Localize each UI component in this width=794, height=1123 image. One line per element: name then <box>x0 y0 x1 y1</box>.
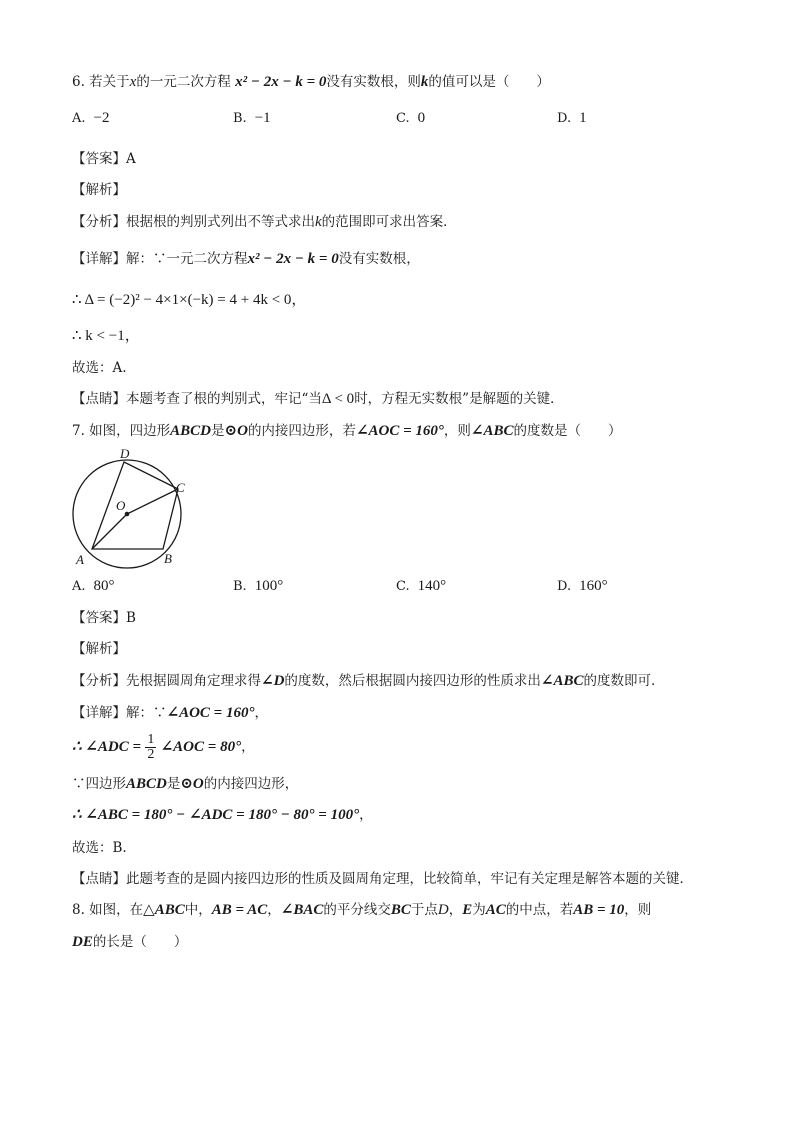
q7-stem: 7. 如图，四边形ABCD是⊙O的内接四边形，若∠AOC = 160°，则∠ABC的度数是（ ） <box>72 423 622 439</box>
label-o: O <box>116 498 126 513</box>
label-a: A <box>76 552 84 567</box>
q7-analysis-heading: 【解析】 <box>72 641 126 657</box>
q7-analysis: 【分析】先根据圆周角定理求得∠D的度数，然后根据圆内接四边形的性质求出∠ABC的度数即可． <box>72 673 665 689</box>
q6-analysis: 【分析】根据根的判别式列出不等式求出k的范围即可求出答案． <box>72 214 457 230</box>
q6-option-b: B. −1 <box>233 110 271 126</box>
q6-analysis-heading: 【解析】 <box>72 182 126 198</box>
segment-oc <box>127 489 178 514</box>
q7-choose: 故选：B. <box>72 840 127 856</box>
q6-equation: x² − 2x − k = 0 <box>235 74 327 90</box>
q7-option-d: D. 160° <box>557 578 608 594</box>
label-c: C <box>176 480 185 495</box>
q8-stem-line-1: 8. 如图，在△ABC中，AB = AC，∠BAC的平分线交BC于点D，E为AC的中点，若AB = 10，则 <box>72 902 652 918</box>
q6-step-1: ∴ Δ = (−2)² − 4×1×(−k) = 4 + 4k < 0， <box>72 292 307 308</box>
q6-step-2: ∴ k < −1， <box>72 328 140 344</box>
fraction-one-half: $\frac{1}{2}$ <box>147 732 155 762</box>
q7-detail: 【详解】解：∵∠AOC = 160°， <box>72 705 268 721</box>
q6-detail: 【详解】解：∵一元二次方程x² − 2x − k = 0没有实数根， <box>72 251 420 267</box>
q7-option-c: C. 140° <box>396 578 447 594</box>
q8-stem-line-2: DE的长是（ ） <box>72 934 188 950</box>
q6-choose: 故选：A. <box>72 360 127 376</box>
q7-option-a: A. 80° <box>72 578 115 594</box>
label-d: D <box>120 446 130 461</box>
q7-answer: 【答案】B <box>72 610 136 626</box>
q6-option-c: C. 0 <box>396 110 426 126</box>
q7-step-2: ∵四边形ABCD是⊙O的内接四边形， <box>72 776 299 792</box>
label-b: B <box>164 551 172 566</box>
q6-answer: 【答案】A <box>72 151 136 167</box>
q7-comment: 【点睛】此题考查的是圆内接四边形的性质及圆周角定理，比较简单，牢记有关定理是解答本题的关键． <box>72 871 693 887</box>
q7-circle-figure <box>66 444 196 570</box>
q7-step-1: ∴ ∠ADC = $\frac{1}{2}$ ∠AOC = 80°， <box>72 732 255 762</box>
q7-option-b: B. 100° <box>233 578 284 594</box>
q6-option-d: D. 1 <box>557 110 587 126</box>
q6-stem: 6. 若关于x的一元二次方程 x² − 2x − k = 0没有实数根，则k的值可以是（ ） <box>72 74 550 90</box>
q6-comment: 【点睛】本题考查了根的判别式，牢记“当Δ < 0时，方程无实数根”是解题的关键． <box>72 391 564 407</box>
q7-step-3: ∴ ∠ABC = 180° − ∠ADC = 180° − 80° = 100°， <box>72 807 373 823</box>
q6-option-a: A. −2 <box>72 110 110 126</box>
segment-ao <box>92 514 127 549</box>
